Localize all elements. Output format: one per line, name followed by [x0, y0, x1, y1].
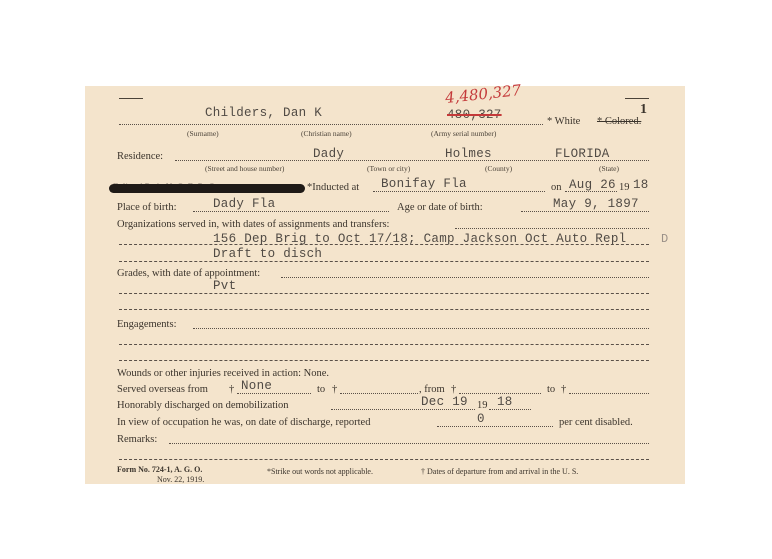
- top-left-rule: [119, 98, 143, 99]
- birth-date-line: [521, 211, 649, 212]
- remarks-line-1: [119, 459, 649, 460]
- engagements-line-1: [119, 344, 649, 345]
- organizations-label: Organizations served in, with dates of assignments and transfers:: [117, 219, 390, 230]
- overseas-from-line: [237, 393, 311, 394]
- discharge-label: Honorably discharged on demobilization: [117, 400, 289, 411]
- remarks-label: Remarks:: [117, 434, 158, 445]
- surname-caption: (Surname): [187, 129, 219, 138]
- engagements-line-2: [119, 360, 649, 361]
- discharge-year-prefix: 19: [477, 400, 488, 411]
- organizations-line-0: [455, 228, 649, 229]
- strike-note: *Strike out words not applicable.: [267, 467, 373, 476]
- organizations-entry-2: Draft to disch: [213, 247, 323, 261]
- street-caption: (Street and house number): [205, 164, 285, 173]
- race-colored-text: * Colored.: [597, 116, 642, 127]
- remarks-line-0: [169, 443, 649, 444]
- grades-line-1: [119, 293, 649, 294]
- residence-label: Residence:: [117, 151, 164, 162]
- grades-value: Pvt: [213, 279, 237, 293]
- overseas-from2-label: , from: [419, 384, 445, 395]
- discharge-date: Dec 19: [421, 395, 468, 409]
- margin-mark: D: [661, 232, 669, 246]
- card-number: 1: [640, 102, 647, 117]
- disability-value: 0: [477, 412, 485, 426]
- inducted-place-line: [373, 191, 545, 192]
- overseas-to2-line: [569, 393, 649, 394]
- discharge-year-line: [489, 409, 531, 410]
- disability-label: In view of occupation he was, on date of discharge, reported: [117, 417, 371, 428]
- wounds-text: Wounds or other injuries received in action: None.: [117, 368, 330, 379]
- discharge-date-line: [331, 409, 475, 410]
- name-line: [119, 124, 543, 125]
- disability-line: [437, 426, 553, 427]
- serial-number-handwritten: 4,480,327: [444, 81, 523, 107]
- inducted-label: *Inducted at: [307, 182, 360, 193]
- inducted-year: 18: [633, 178, 649, 192]
- town-caption: (Town or city): [367, 164, 411, 173]
- overseas-dagger-4: †: [561, 384, 567, 395]
- overseas-from2-line: [459, 393, 541, 394]
- inducted-year-prefix: 19: [619, 182, 630, 193]
- overseas-label: Served overseas from: [117, 384, 208, 395]
- inducted-on-label: on: [551, 182, 562, 193]
- birth-place: Dady Fla: [213, 197, 276, 211]
- form-number: Form No. 724-1, A. G. O.: [117, 465, 203, 474]
- discharge-year: 18: [497, 395, 513, 409]
- christian-name-caption: (Christian name): [301, 129, 352, 138]
- residence-state: FLORIDA: [555, 147, 610, 161]
- birth-place-line: [193, 211, 389, 212]
- top-right-rule: [625, 98, 649, 99]
- grades-line-0: [281, 277, 649, 278]
- grades-line-2: [119, 309, 649, 310]
- grades-label: Grades, with date of appointment:: [117, 268, 261, 279]
- overseas-dagger-1: †: [229, 384, 235, 395]
- overseas-from-value: None: [241, 379, 273, 393]
- overseas-to-label: to: [317, 384, 326, 395]
- disability-suffix: per cent disabled.: [559, 417, 633, 428]
- serial-number-typed: 480,327: [447, 108, 502, 122]
- race-white: * White: [547, 116, 581, 127]
- birth-date-label: Age or date of birth:: [397, 202, 483, 213]
- birth-place-label: Place of birth:: [117, 202, 177, 213]
- engagements-line-0: [193, 328, 649, 329]
- inducted-place: Bonifay Fla: [381, 177, 467, 191]
- form-date: Nov. 22, 1919.: [157, 475, 205, 484]
- dates-note: † Dates of departure from and arrival in the U. S.: [421, 467, 579, 476]
- redaction-mark: [109, 184, 305, 193]
- inducted-date: Aug 26: [569, 178, 616, 192]
- residence-county: Holmes: [445, 147, 492, 161]
- residence-town: Dady: [313, 147, 345, 161]
- engagements-label: Engagements:: [117, 319, 177, 330]
- organizations-line-2: [119, 261, 649, 262]
- race-colored: [597, 116, 641, 127]
- state-caption: (State): [599, 164, 619, 173]
- serial-caption: (Army serial number): [431, 129, 497, 138]
- overseas-dagger-2: †: [332, 384, 338, 395]
- service-record-card: [85, 81, 685, 484]
- overseas-dagger-3: †: [451, 384, 457, 395]
- organizations-entry-1: 156 Dep Brig to Oct 17/18; Camp Jackson Oct Auto Repl: [213, 232, 627, 246]
- birth-date: May 9, 1897: [553, 197, 639, 211]
- overseas-to2-label: to: [547, 384, 556, 395]
- county-caption: (County): [485, 164, 513, 173]
- overseas-to-line: [340, 393, 418, 394]
- soldier-name: Childers, Dan K: [205, 106, 323, 120]
